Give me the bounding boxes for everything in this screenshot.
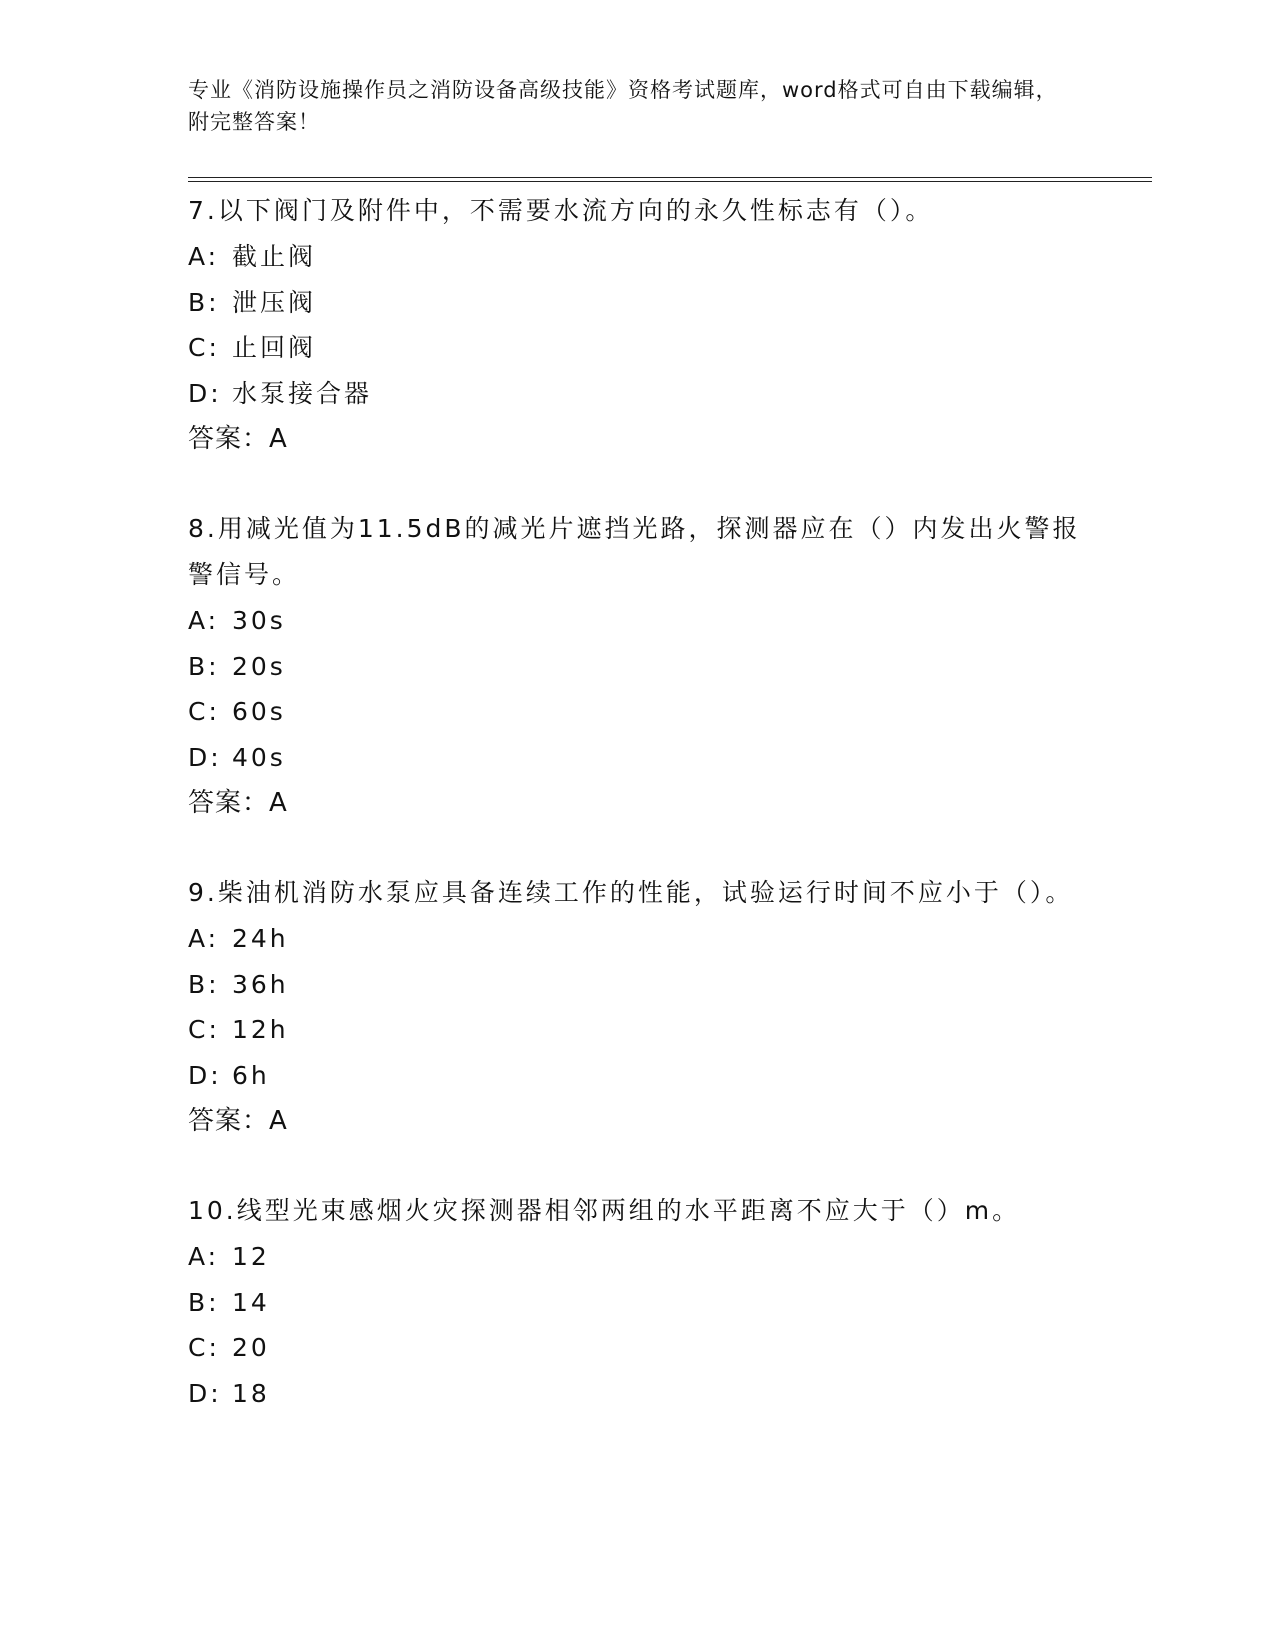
option-text: 30s: [232, 606, 286, 635]
option-c: [188, 325, 1088, 371]
option-c: [188, 1325, 1088, 1371]
option-text: 12h: [232, 1015, 289, 1044]
option-letter: D:: [188, 742, 222, 772]
option-b: [188, 280, 1088, 326]
option-letter: B:: [188, 287, 220, 317]
option-letter: D:: [188, 1060, 222, 1090]
option-text: 20: [232, 1333, 270, 1362]
document-header: 专业《消防设施操作员之消防设备高级技能》资格考试题库，word格式可自由下载编辑，附完整答案！: [188, 78, 1058, 134]
option-text: 14: [232, 1287, 270, 1317]
option-letter: C:: [188, 1333, 220, 1362]
question-10: [188, 1188, 1088, 1416]
option-d: [188, 1371, 1088, 1417]
option-letter: A:: [188, 242, 220, 271]
option-letter: B:: [188, 969, 220, 999]
option-d: [188, 371, 1088, 417]
option-text: 24h: [232, 924, 289, 953]
option-text: 36h: [232, 969, 289, 999]
option-b: [188, 962, 1088, 1008]
option-letter: D:: [188, 1378, 222, 1408]
question-stem: 9.柴油机消防水泵应具备连续工作的性能，试验运行时间不应小于（）。: [188, 878, 1074, 907]
option-text: 止回阀: [232, 333, 317, 362]
option-a: [188, 916, 1088, 962]
option-b: [188, 1280, 1088, 1326]
answer-line: 答案：A: [188, 788, 288, 818]
option-letter: B:: [188, 1287, 220, 1317]
option-letter: C:: [188, 697, 220, 726]
option-text: 20s: [232, 651, 286, 681]
option-text: 18: [232, 1378, 270, 1408]
question-8: [188, 506, 1088, 826]
option-text: 60s: [232, 697, 286, 726]
question-stem: 10.线型光束感烟火灾探测器相邻两组的水平距离不应大于（）m。: [188, 1196, 1021, 1225]
question-9: [188, 870, 1088, 1144]
header-divider-bottom: [188, 181, 1152, 182]
option-c: [188, 689, 1088, 735]
question-stem: 8.用减光值为11.5dB的减光片遮挡光路，探测器应在（）内发出火警报警信号。: [188, 514, 1081, 589]
option-d: [188, 1053, 1088, 1099]
option-text: 泄压阀: [232, 287, 317, 317]
option-text: 12: [232, 1242, 270, 1271]
option-a: [188, 1234, 1088, 1280]
answer-line: 答案：A: [188, 1106, 288, 1136]
option-letter: C:: [188, 333, 220, 362]
option-c: [188, 1007, 1088, 1053]
option-letter: A:: [188, 924, 220, 953]
option-a: [188, 598, 1088, 644]
answer-line: 答案：A: [188, 424, 288, 454]
option-d: [188, 735, 1088, 781]
option-b: [188, 644, 1088, 690]
option-text: 40s: [232, 742, 286, 772]
option-letter: D:: [188, 378, 222, 408]
option-letter: C:: [188, 1015, 220, 1044]
option-letter: A:: [188, 1242, 220, 1271]
option-text: 6h: [232, 1060, 270, 1090]
option-letter: A:: [188, 606, 220, 635]
question-list: [188, 188, 1088, 1416]
question-7: [188, 188, 1088, 462]
header-divider-top: [188, 177, 1152, 178]
option-text: 截止阀: [232, 242, 317, 271]
option-a: [188, 234, 1088, 280]
option-letter: B:: [188, 651, 220, 681]
option-text: 水泵接合器: [232, 378, 373, 408]
question-stem: 7.以下阀门及附件中，不需要水流方向的永久性标志有（）。: [188, 196, 934, 225]
